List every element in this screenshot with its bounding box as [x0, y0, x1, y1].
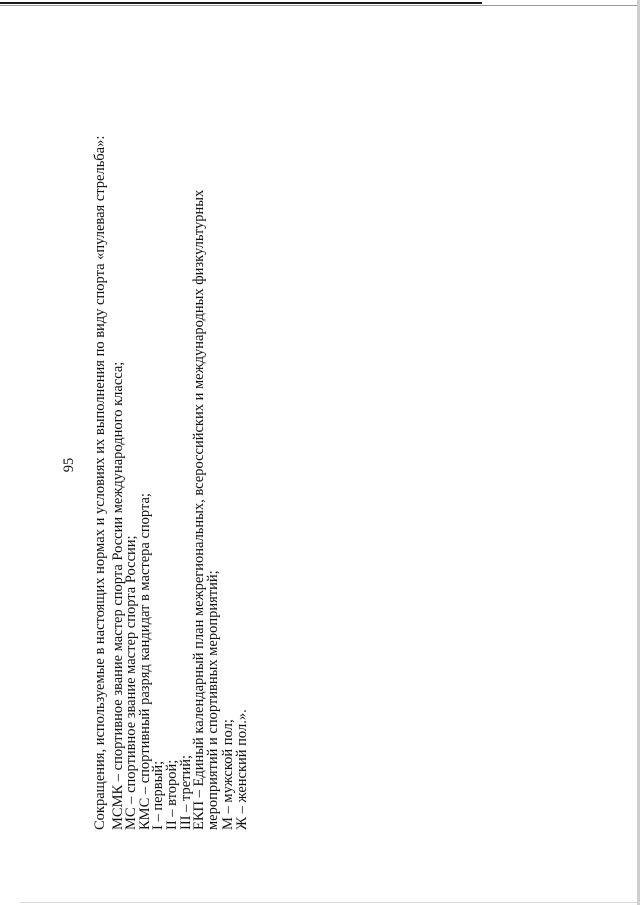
document-body [94, 100, 250, 830]
abbreviation-second: II – второй; [163, 759, 180, 830]
abbreviation-male: М – мужской пол; [220, 719, 237, 830]
abbreviation-female: Ж – женский пол.». [233, 709, 250, 830]
scan-edge-bottom [20, 902, 640, 903]
abbreviation-msmk: МСМК – спортивное звание мастер спорта России международного класса; [109, 361, 126, 830]
page-number: 95 [61, 457, 77, 473]
abbreviation-kms: КМС – спортивный разряд кандидат в мастера спорта; [136, 493, 153, 830]
scan-edge-top [0, 0, 640, 6]
rotated-document-page [60, 100, 310, 830]
abbreviation-third: III – третий; [177, 754, 194, 830]
abbreviation-first: I – первый; [150, 760, 167, 830]
abbreviation-ms: МС – спортивное звание мастер спорта России; [123, 535, 140, 830]
intro-paragraph: Сокращения, используемые в настоящих нормах и условиях их выполнения по виду спорта «пулевая стрельба»: [92, 135, 108, 830]
abbreviation-ekp: ЕКП – Единый календарный план межрегиональных, всероссийских и международных физкультурных мероприятий и спортивных мероприятий; [191, 189, 221, 830]
